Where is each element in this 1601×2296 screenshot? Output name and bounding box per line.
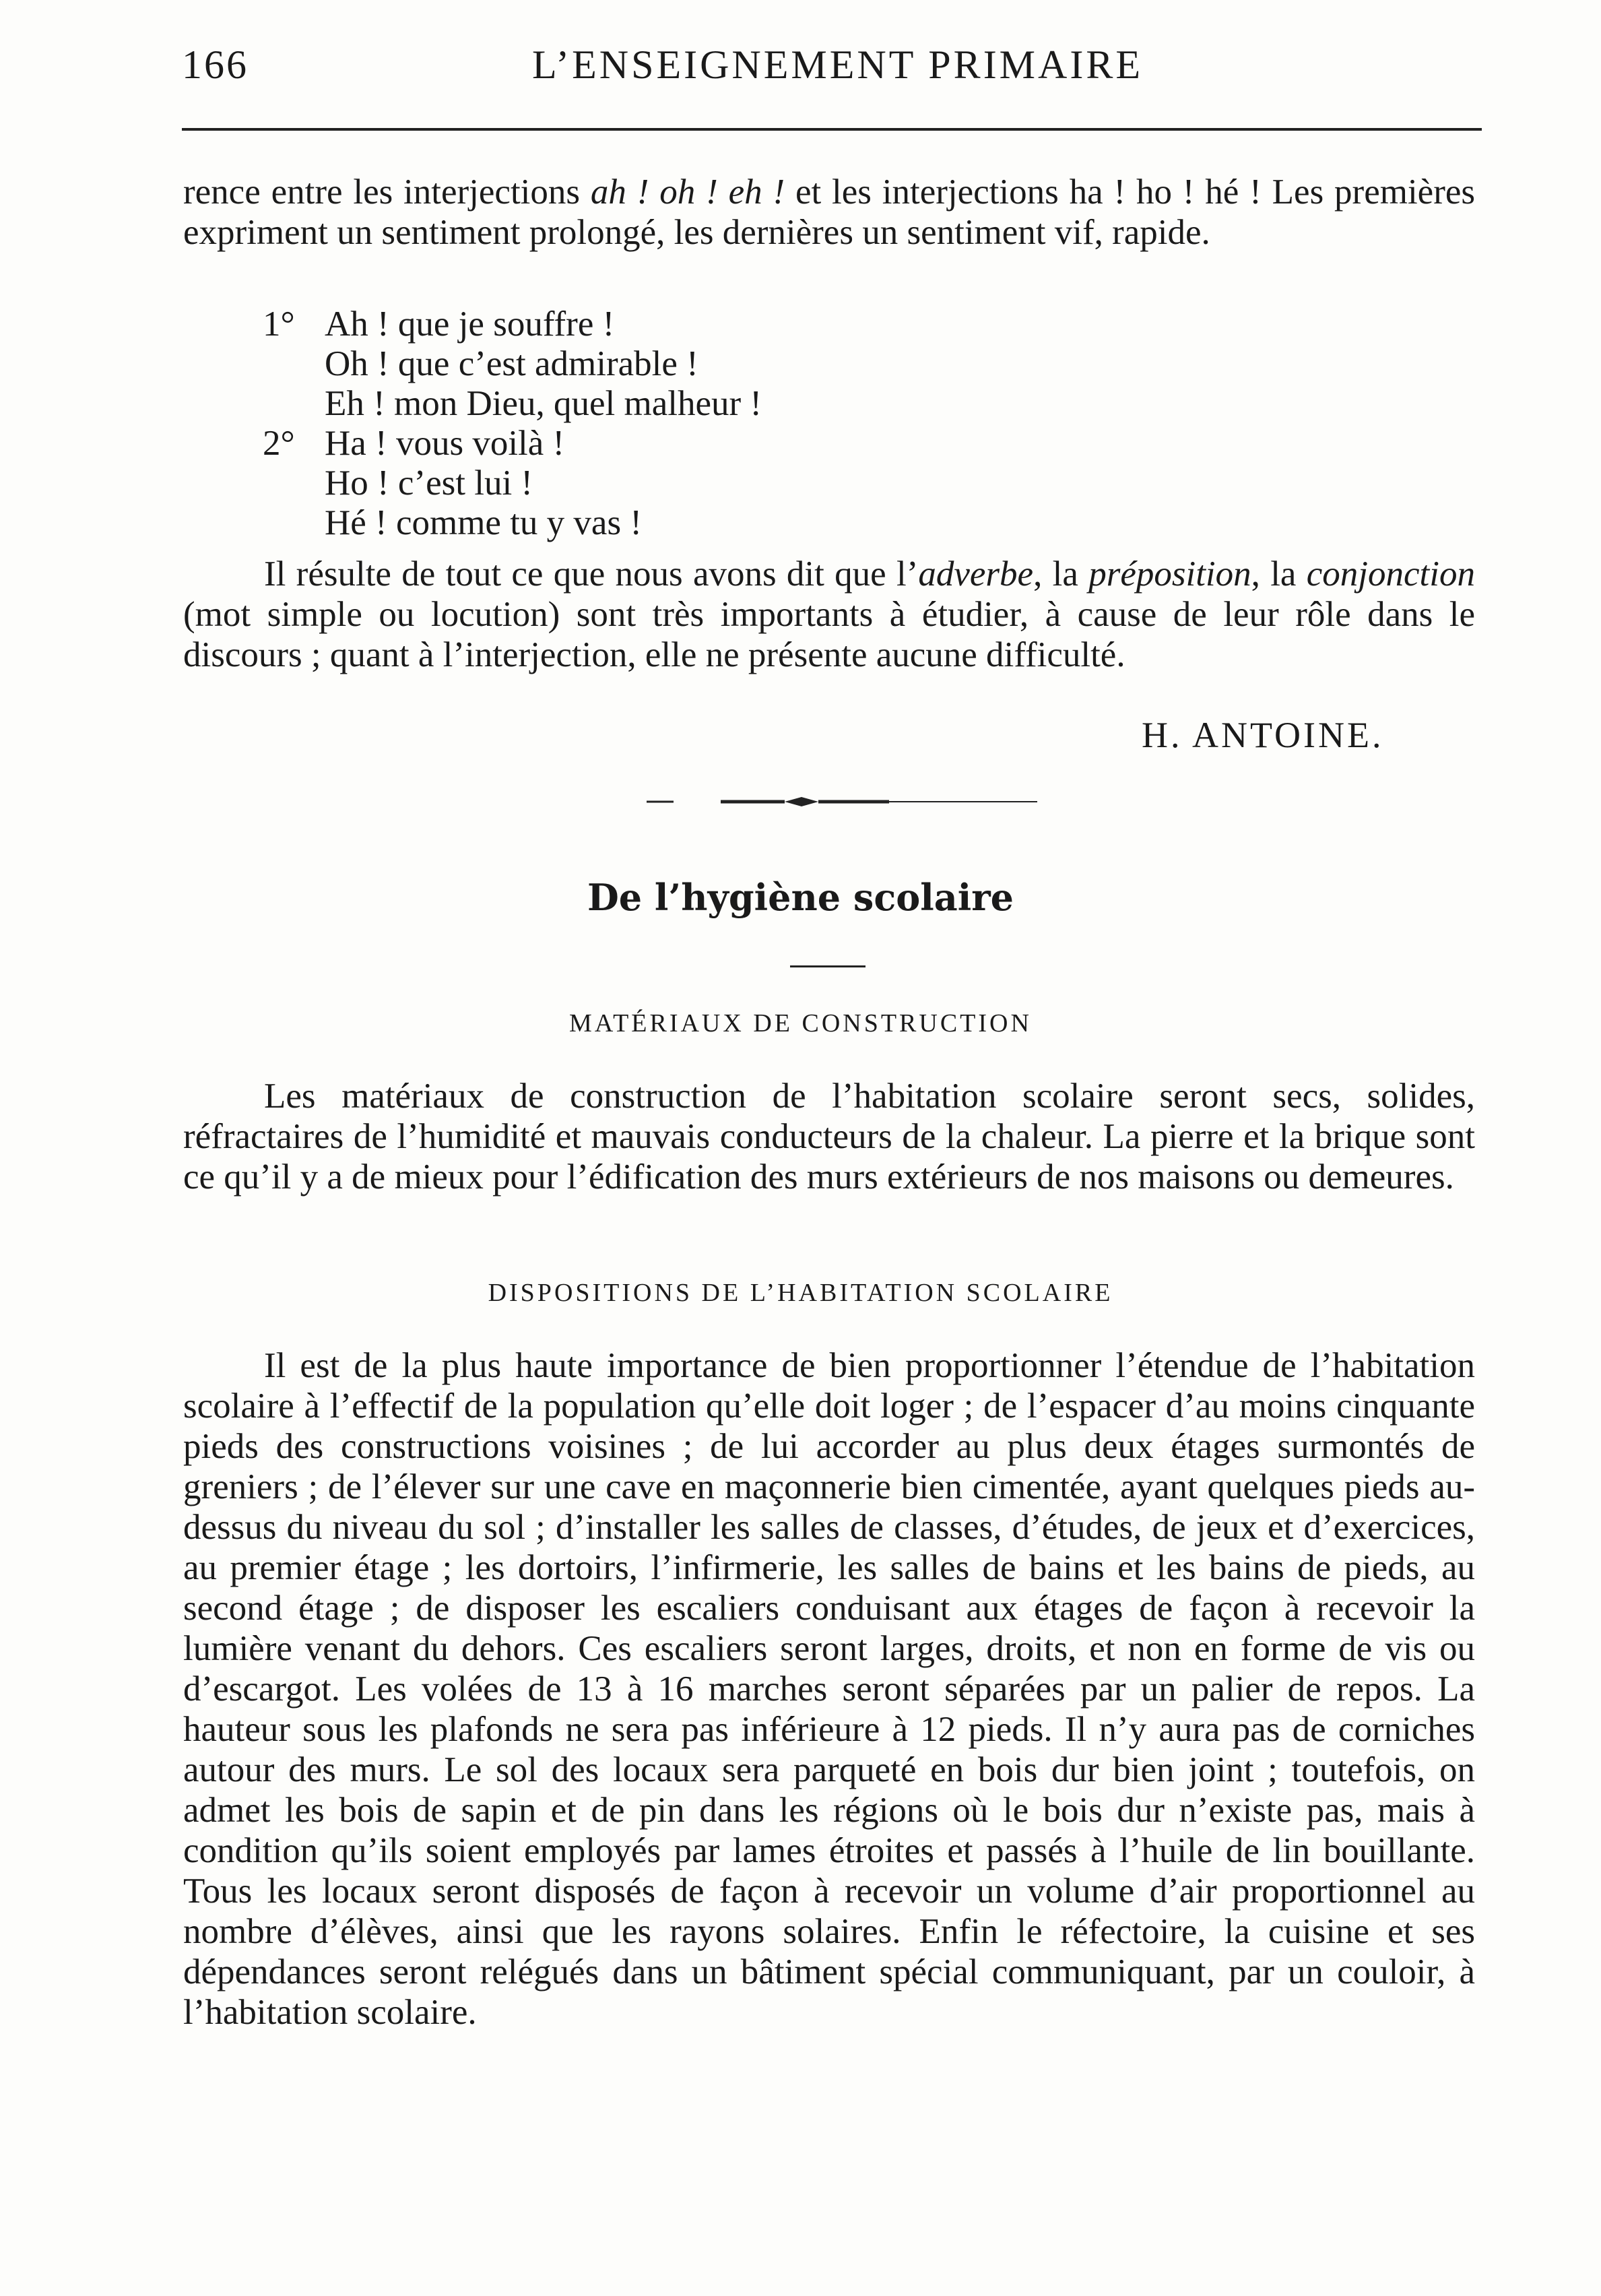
section-dispositions-block xyxy=(183,1345,1475,2033)
example-text: Eh ! mon Dieu, quel malheur ! xyxy=(325,384,762,423)
example-text: Ah ! que je souffre ! xyxy=(325,305,615,344)
example-number: 2° xyxy=(263,424,295,463)
article-title: De l’hygiène scolaire xyxy=(587,876,1014,919)
conclusion-text-1: Il résulte de tout ce que nous avons dit que l’ xyxy=(264,554,919,594)
section-materiaux-text: Les matériaux de construction de l’habitation scolaire seront secs, solides, réfractaires de l’humidité et mauvais conducteurs de la chaleur. La pierre et la brique sont ce qu’il y a de mieux pour l’édification des murs extérieurs de nos maisons ou demeures. xyxy=(183,1077,1475,1197)
intro-paragraph-block xyxy=(183,172,1475,253)
conclusion-italic-conjonction: conjonction xyxy=(1306,554,1476,594)
conclusion-text-2: , la xyxy=(1033,554,1089,594)
conclusion-paragraph xyxy=(183,554,1475,675)
example-text: Hé ! comme tu y vas ! xyxy=(325,503,642,542)
intro-text-1: rence entre les interjections xyxy=(183,172,591,212)
page-number: 166 xyxy=(182,42,249,87)
example-text: Ha ! vous voilà ! xyxy=(325,424,565,463)
example-text: Oh ! que c’est admirable ! xyxy=(325,344,698,383)
intro-text-2: et les interjections ha ! ho ! hé ! Les premières expriment un sentiment prolongé, les dernières un sentiment vif, rapide. xyxy=(183,172,1475,252)
intro-paragraph xyxy=(183,172,1475,253)
section-heading-materiaux: MATÉRIAUX DE CONSTRUCTION xyxy=(569,1009,1032,1038)
conclusion-text-3: , la xyxy=(1251,554,1307,594)
running-header xyxy=(182,42,1475,96)
example-number: 1° xyxy=(263,305,295,344)
conclusion-italic-preposition: préposition xyxy=(1088,554,1251,594)
conclusion-italic-adverbe: adverbe xyxy=(918,554,1034,594)
conclusion-text-4: (mot simple ou locution) sont très importants à étudier, à cause de leur rôle dans le discours ; quant à l’interjection, elle ne présente aucune difficulté. xyxy=(183,595,1475,674)
title-rule xyxy=(790,965,865,967)
example-text: Ho ! c’est lui ! xyxy=(325,464,533,503)
header-rule xyxy=(182,128,1482,131)
author-signature: H. ANTOINE. xyxy=(1142,715,1384,755)
section-materiaux-block xyxy=(183,1076,1475,1197)
section-heading-dispositions: DISPOSITIONS DE L’HABITATION SCOLAIRE xyxy=(488,1279,1113,1307)
running-title: L’ENSEIGNEMENT PRIMAIRE xyxy=(532,42,1144,87)
ornament-divider xyxy=(647,788,1037,815)
section-dispositions-text: Il est de la plus haute importance de bien proportionner l’étendue de l’habitation scolaire à l’effectif de la population qu’elle doit loger ; de l’espacer d’au moins cinquante pieds des constructions voisines ; de lui accorder au plus deux étages surmontés de greniers ; de l’élever sur une cave en maçonnerie bien cimentée, ayant quelques pieds au-dessus du niveau du sol ; d’installer les salles de classes, d’études, de jeux et d’exercices, au premier étage ; les dortoirs, l’infirmerie, les salles de bains et les bains de pieds, au second étage ; de disposer les escaliers conduisant aux étages de façon à recevoir la lumière venant du dehors. Ces escaliers seront larges, droits, et non en forme de vis ou d’escargot. Les volées de 13 à 16 marches seront séparées par un palier de repos. La hauteur sous les plafonds ne sera pas inférieure à 12 pieds. Il n’y aura pas de corniches autour des murs. Le sol des locaux sera parqueté en bois dur bien joint ; toutefois, on admet les bois de sapin et de pin dans les régions où le bois dur n’existe pas, mais à condition qu’ils soient employés par lames étroites et passés à l’huile de lin bouillante. Tous les locaux seront disposés de façon à recevoir un volume d’air proportionnel au nombre d’élèves, ainsi que les rayons solaires. Enfin le réfectoire, la cuisine et ses dépendances seront relégués dans un bâtiment spécial communiquant, par un couloir, à l’habitation scolaire. xyxy=(183,1346,1475,2032)
intro-italic-1: ah ! oh ! eh ! xyxy=(590,172,785,212)
conclusion-paragraph-block xyxy=(183,554,1475,675)
